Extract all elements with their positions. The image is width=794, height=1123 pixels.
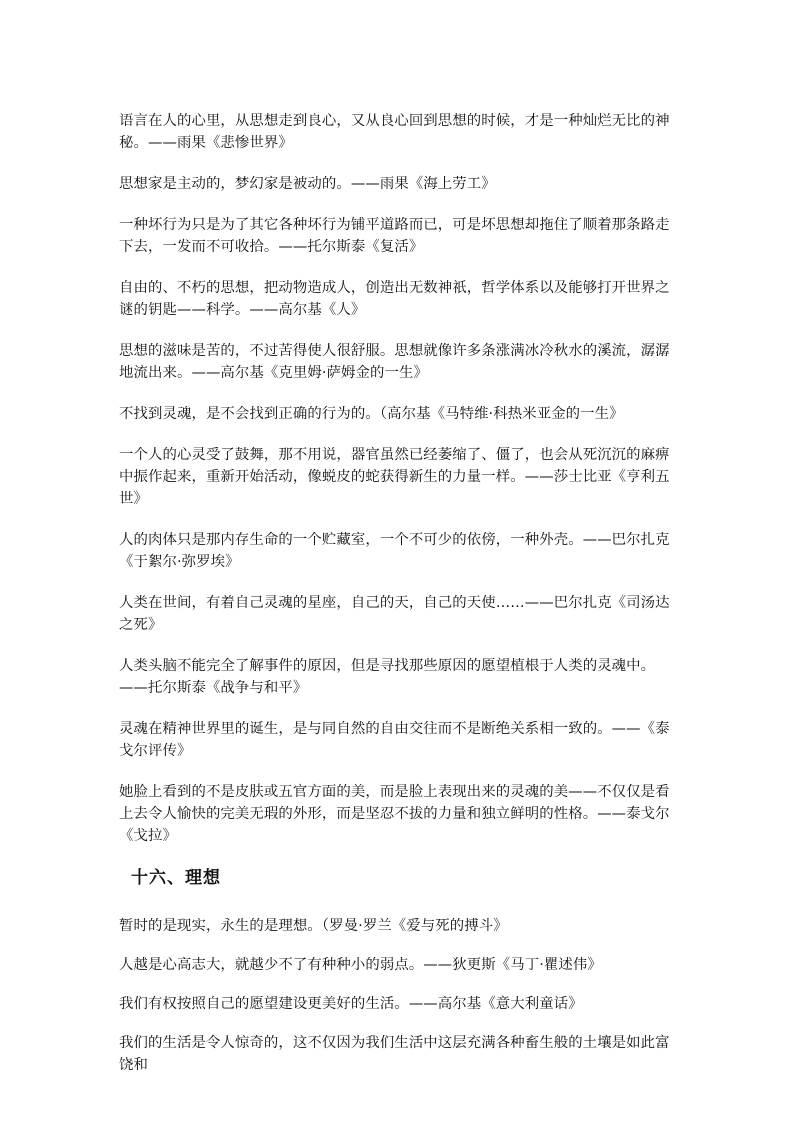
quote-paragraph: 语言在人的心里，从思想走到良心，又从良心回到思想的时候，才是一种灿烂无比的神秘。——雨果《悲惨世界》: [119, 113, 670, 151]
quote-paragraph: 一个人的心灵受了鼓舞，那不用说，器官虽然已经萎缩了、僵了，也会从死沉沉的麻痹中振作起来，重新开始活动，像蜕皮的蛇获得新生的力量一样。——莎士比亚《亨利五世》: [119, 447, 670, 507]
quote-paragraph: 人的肉体只是那内存生命的一个贮藏室，一个不可少的依傍，一种外壳。——巴尔扎克《于絮尔·弥罗埃》: [119, 532, 670, 570]
section-heading: 十六、理想: [131, 868, 221, 888]
quote-paragraph: 人类头脑不能完全了解事件的原因，但是寻找那些原因的愿望植根于人类的灵魂中。——托尔斯泰《战争与和平》: [119, 658, 656, 696]
quote-paragraph: 灵魂在精神世界里的诞生，是与同自然的自由交往而不是断绝关系相一致的。——《泰戈尔评传》: [119, 721, 670, 759]
quote-paragraph: 暂时的是现实，永生的是理想。（罗曼·罗兰《爱与死的搏斗》: [119, 918, 508, 934]
quote-paragraph: 我们有权按照自己的愿望建设更美好的生活。——高尔基《意大利童话》: [119, 996, 583, 1012]
page-content: [119, 110, 684, 1093]
quote-paragraph: 我们的生活是令人惊奇的，这不仅因为我们生活中这层充满各种畜生般的土壤是如此富饶和: [119, 1035, 670, 1073]
quote-paragraph: 人越是心高志大，就越少不了有种种小的弱点。——狄更斯《马丁·瞿述伟》: [119, 957, 602, 973]
quote-paragraph: 思想的滋味是苦的，不过苦得使人很舒服。思想就像许多条涨满冰冷秋水的溪流，潺潺地流出来。——高尔基《克里姆·萨姆金的一生》: [119, 343, 670, 381]
quote-paragraph: 自由的、不朽的思想，把动物造成人，创造出无数神祇，哲学体系以及能够打开世界之谜的钥匙——科学。——高尔基《人》: [119, 280, 670, 318]
quote-paragraph: 不找到灵魂，是不会找到正确的行为的。（高尔基《马特维·科热米亚金的一生》: [119, 406, 624, 422]
quote-paragraph: 人类在世间，有着自己灵魂的星座，自己的天，自己的天使……——巴尔扎克《司汤达之死》: [119, 595, 670, 633]
quote-paragraph: 她脸上看到的不是皮肤或五官方面的美，而是脸上表现出来的灵魂的美——不仅仅是看上去令人愉快的完美无瑕的外形，而是坚忍不拔的力量和独立鲜明的性格。——泰戈尔《戈拉》: [119, 784, 670, 844]
quote-paragraph: 思想家是主动的，梦幻家是被动的。——雨果《海上劳工》: [119, 176, 496, 192]
quote-paragraph: 一种坏行为只是为了其它各种坏行为铺平道路而已，可是坏思想却拖住了顺着那条路走下去，一发而不可收拾。——托尔斯泰《复活》: [119, 217, 670, 255]
